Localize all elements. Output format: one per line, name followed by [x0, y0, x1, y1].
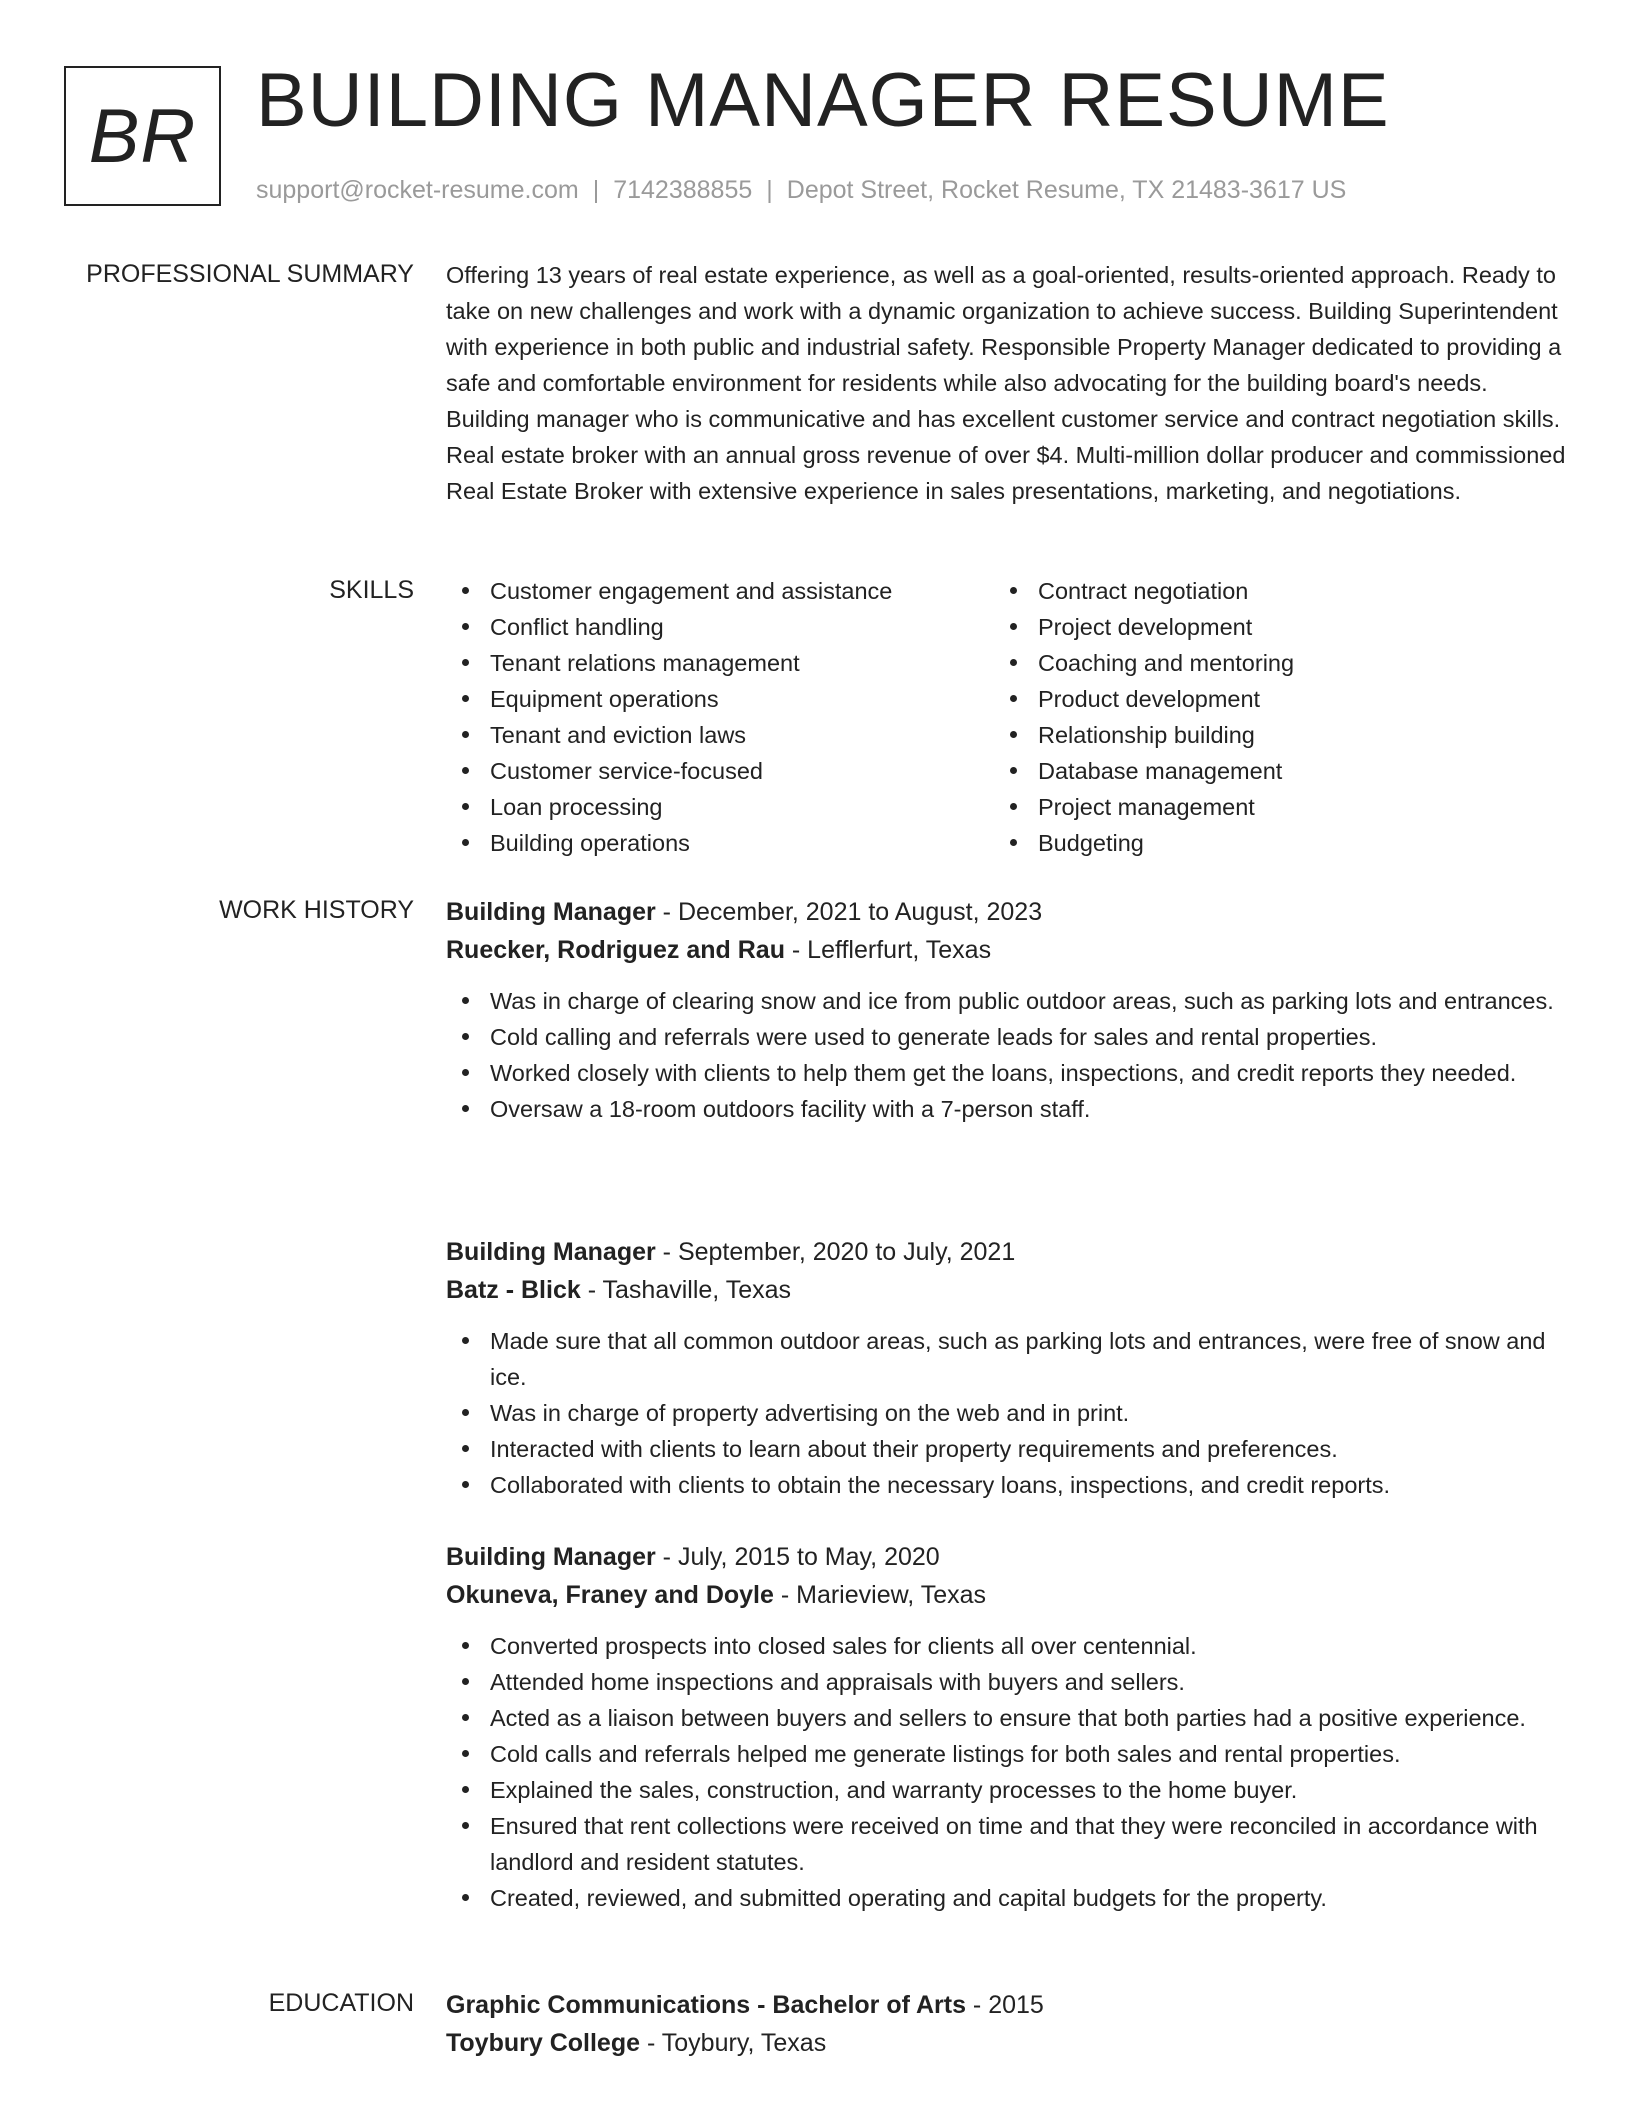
- skill-item: Project development: [994, 609, 1542, 645]
- skill-item: Coaching and mentoring: [994, 645, 1542, 681]
- job-bullet: Cold calls and referrals helped me generate listings for both sales and rental properties.: [446, 1736, 1566, 1772]
- education-school: Toybury College: [446, 2029, 641, 2057]
- skills-label: SKILLS: [329, 576, 414, 604]
- job-bullet: Acted as a liaison between buyers and sellers to ensure that both parties had a positive experience.: [446, 1700, 1566, 1736]
- job-dates: - December, 2021 to August, 2023: [655, 898, 1043, 926]
- job-title: Building Manager: [446, 1238, 656, 1266]
- education-school-line: [446, 2024, 1566, 2062]
- skill-item: Equipment operations: [446, 681, 994, 717]
- education-year: - 2015: [965, 1991, 1044, 2019]
- resume-title: BUILDING MANAGER RESUME: [256, 58, 1390, 143]
- job-location: - Lefflerfurt, Texas: [784, 936, 992, 964]
- job-bullet: Was in charge of clearing snow and ice from public outdoor areas, such as parking lots and entrances.: [446, 983, 1566, 1019]
- education-body: [446, 1986, 1566, 2062]
- job-dates: - September, 2020 to July, 2021: [655, 1238, 1016, 1266]
- contact-separator: |: [592, 176, 600, 204]
- job-bullet: Attended home inspections and appraisals with buyers and sellers.: [446, 1664, 1566, 1700]
- contact-address: Depot Street, Rocket Resume, TX 21483-3617 US: [786, 176, 1347, 204]
- job-bullets: [446, 983, 1566, 1127]
- skills-body: [446, 573, 1566, 861]
- contact-phone: 7142388855: [613, 176, 753, 204]
- job-title-line: [446, 1233, 1566, 1271]
- job-bullet: Converted prospects into closed sales for clients all over centennial.: [446, 1628, 1566, 1664]
- skills-list-right: [994, 573, 1542, 861]
- job-company: Okuneva, Franey and Doyle: [446, 1581, 774, 1609]
- skill-item: Contract negotiation: [994, 573, 1542, 609]
- job-title-line: [446, 1538, 1566, 1576]
- summary-text: Offering 13 years of real estate experience, as well as a goal-oriented, results-oriented approach. Ready to take on new challenges and work with a dynamic organization to achieve success. Building Superintendent with experience in both public and industrial safety. Responsible Property Manager dedicated to providing a safe and comfortable environment for residents while also advocating for the building board's needs. Building manager who is communicative and has excellent customer service and contract negotiation skills. Real estate broker with an annual gross revenue of over $4. Multi-million dollar producer and commissioned Real Estate Broker with extensive experience in sales presentations, marketing, and negotiations.: [446, 262, 1566, 504]
- job-bullet: Collaborated with clients to obtain the necessary loans, inspections, and credit reports.: [446, 1467, 1566, 1503]
- job-title: Building Manager: [446, 1543, 656, 1571]
- job-company: Ruecker, Rodriguez and Rau: [446, 936, 785, 964]
- education-degree-line: [446, 1986, 1566, 2024]
- job-entry: [446, 1233, 1566, 1503]
- job-dates: - July, 2015 to May, 2020: [655, 1543, 940, 1571]
- skill-item: Customer service-focused: [446, 753, 994, 789]
- skill-item: Tenant and eviction laws: [446, 717, 994, 753]
- job-company: Batz - Blick: [446, 1276, 581, 1304]
- job-bullets: [446, 1628, 1566, 1916]
- job-bullet: Explained the sales, construction, and warranty processes to the home buyer.: [446, 1772, 1566, 1808]
- job-bullet: Interacted with clients to learn about their property requirements and preferences.: [446, 1431, 1566, 1467]
- education-degree: Graphic Communications - Bachelor of Arts: [446, 1991, 966, 2019]
- monogram-logo: BR: [64, 66, 221, 206]
- skill-item: Project management: [994, 789, 1542, 825]
- job-title: Building Manager: [446, 898, 656, 926]
- skill-item: Product development: [994, 681, 1542, 717]
- skill-item: Customer engagement and assistance: [446, 573, 994, 609]
- skill-item: Database management: [994, 753, 1542, 789]
- job-entry: [446, 893, 1566, 1127]
- job-bullet: Cold calling and referrals were used to generate leads for sales and rental properties.: [446, 1019, 1566, 1055]
- education-location: - Toybury, Texas: [640, 2029, 827, 2057]
- job-bullet: Made sure that all common outdoor areas, such as parking lots and entrances, were free of snow and ice.: [446, 1323, 1566, 1395]
- skill-item: Loan processing: [446, 789, 994, 825]
- job-entry: [446, 1538, 1566, 1916]
- skill-item: Budgeting: [994, 825, 1542, 861]
- job-bullets: [446, 1323, 1566, 1503]
- contact-separator: |: [766, 176, 773, 204]
- education-label: EDUCATION: [268, 1989, 414, 2017]
- job-location: - Marieview, Texas: [773, 1581, 987, 1609]
- job-company-line: [446, 1576, 1566, 1614]
- job-bullet: Worked closely with clients to help them get the loans, inspections, and credit reports they needed.: [446, 1055, 1566, 1091]
- summary-label: PROFESSIONAL SUMMARY: [86, 260, 414, 288]
- job-title-line: [446, 893, 1566, 931]
- job-company-line: [446, 931, 1566, 969]
- contact-email: support@rocket-resume.com: [256, 176, 579, 204]
- skills-list-left: [446, 573, 994, 861]
- job-bullet: Created, reviewed, and submitted operating and capital budgets for the property.: [446, 1880, 1566, 1916]
- contact-line: [256, 174, 1346, 206]
- job-bullet: Was in charge of property advertising on the web and in print.: [446, 1395, 1566, 1431]
- skill-item: Conflict handling: [446, 609, 994, 645]
- job-location: - Tashaville, Texas: [580, 1276, 792, 1304]
- summary-body: [446, 257, 1566, 509]
- job-bullet: Oversaw a 18-room outdoors facility with a 7-person staff.: [446, 1091, 1566, 1127]
- skill-item: Building operations: [446, 825, 994, 861]
- skill-item: Relationship building: [994, 717, 1542, 753]
- job-company-line: [446, 1271, 1566, 1309]
- job-bullet: Ensured that rent collections were received on time and that they were reconciled in accordance with landlord and resident statutes.: [446, 1808, 1566, 1880]
- skill-item: Tenant relations management: [446, 645, 994, 681]
- work-history-label: WORK HISTORY: [219, 896, 414, 924]
